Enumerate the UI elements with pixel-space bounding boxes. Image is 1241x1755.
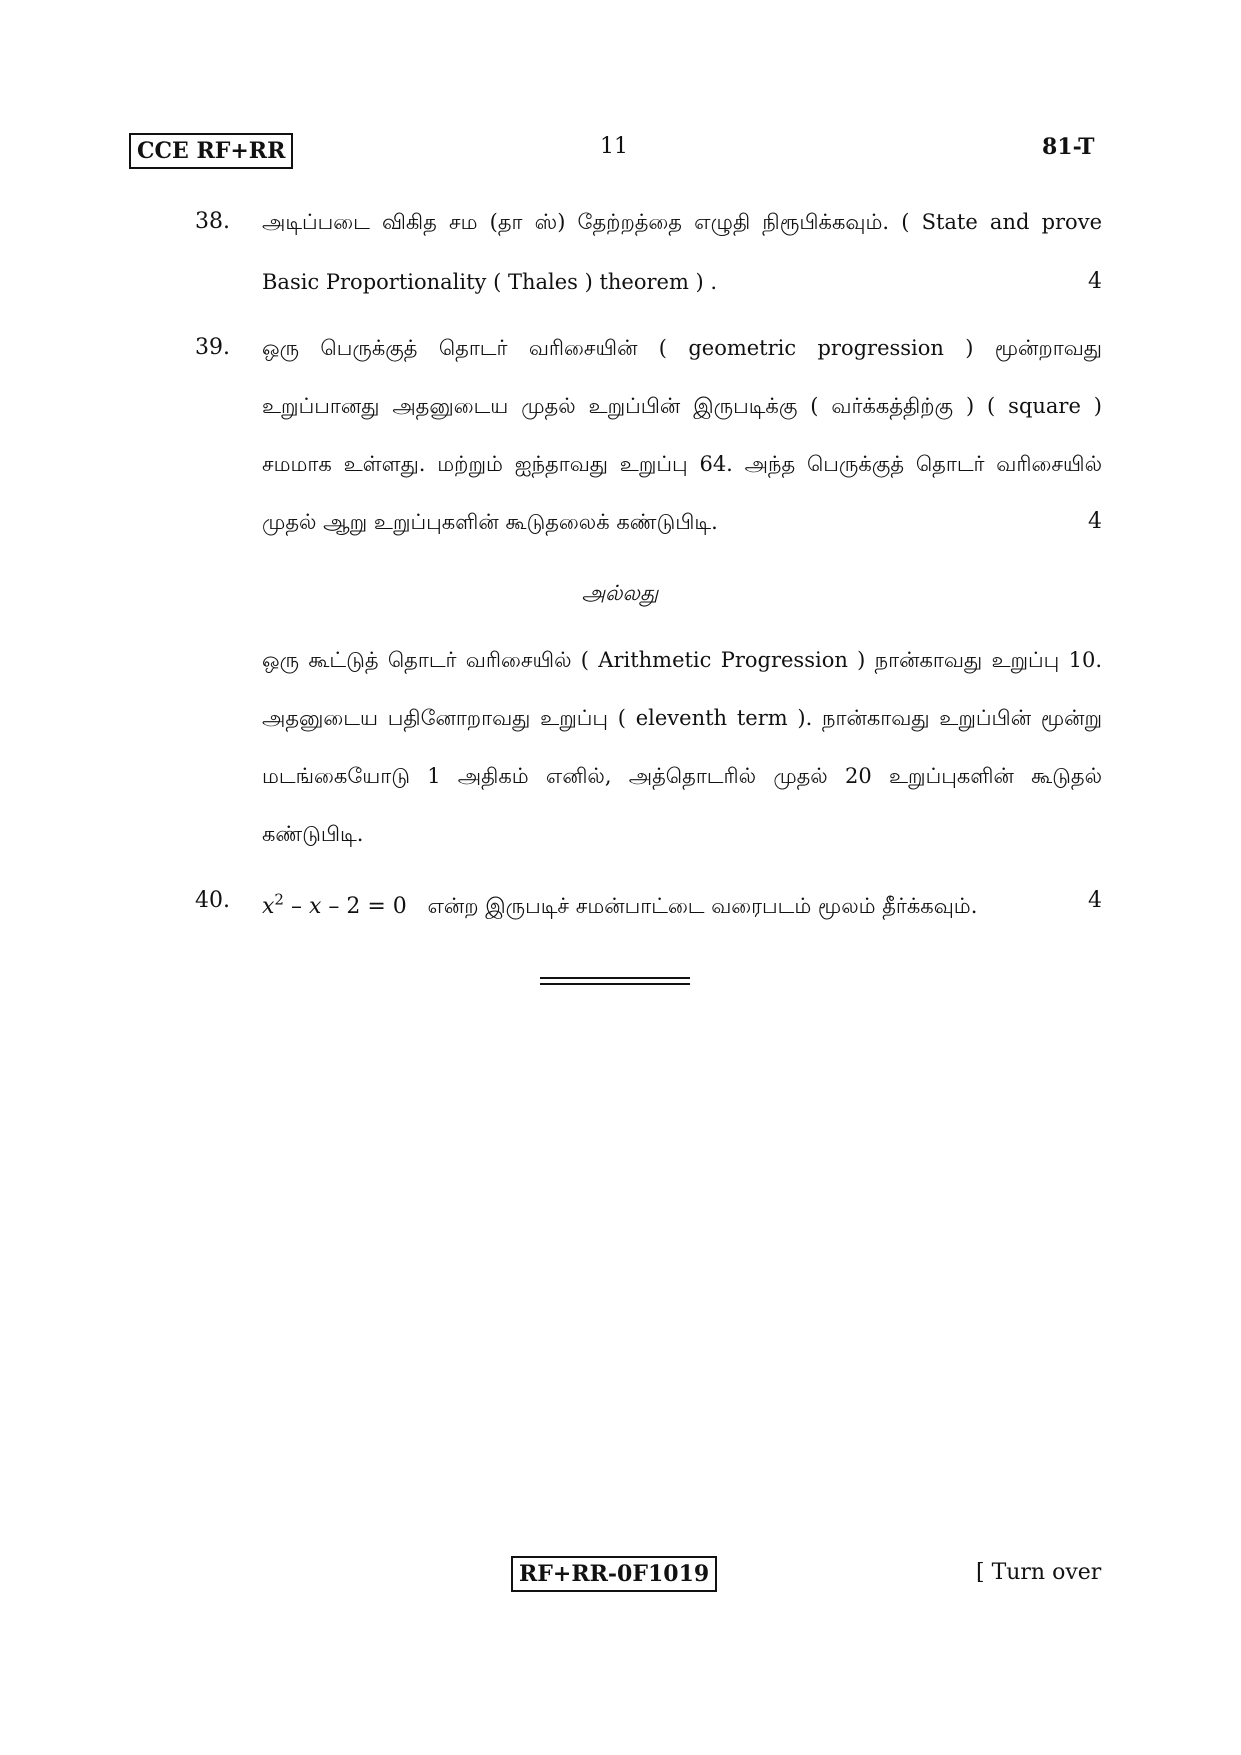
- question-39-line-2: உறுப்பானது அதனுடைய முதல் உறுப்பின் இருபடிக்கு ( வர்க்கத்திற்கு ) ( square ): [262, 394, 1102, 418]
- footer-code: RF+RR-0F1019: [511, 1556, 717, 1592]
- question-38-number: 38.: [195, 209, 230, 234]
- quadratic-equation: [262, 891, 407, 920]
- question-40-line: [262, 882, 1022, 925]
- question-39-alt-line-2: அதனுடைய பதினோறாவது உறுப்பு ( eleventh term ). நான்காவது உறுப்பின் மூன்று: [262, 706, 1102, 730]
- eq-minus: –: [283, 894, 309, 920]
- page-number: 11: [600, 134, 628, 159]
- question-39-marks: 4: [1088, 509, 1102, 534]
- question-38-line-1: அடிப்படை விகித சம (தா ஸ்) தேற்றத்தை எழுதி நிரூபிக்கவும். ( State and prove: [262, 210, 1102, 234]
- header-right-code: 81-T: [1042, 134, 1095, 160]
- question-39-alt-line-4: கண்டுபிடி.: [262, 822, 364, 846]
- end-rule-bottom: [540, 983, 690, 985]
- question-38-marks: 4: [1088, 269, 1102, 294]
- question-40-text: என்ற இருபடிச் சமன்பாட்டை வரைபடம் மூலம் தீர்க்கவும்.: [427, 894, 978, 919]
- question-39-line-3: சமமாக உள்ளது. மற்றும் ஐந்தாவது உறுப்பு 64. அந்த பெருக்குத் தொடர் வரிசையில்: [262, 452, 1102, 476]
- header-left-code: CCE RF+RR: [129, 133, 293, 169]
- turn-over: [ Turn over: [976, 1560, 1102, 1585]
- eq-x-linear: x: [308, 894, 322, 920]
- question-39-alt-line-3: மடங்கையோடு 1 அதிகம் எனில், அத்தொடரில் முதல் 20 உறுப்புகளின் கூடுதல்: [262, 764, 1102, 788]
- question-39-line-4: முதல் ஆறு உறுப்புகளின் கூடுதலைக் கண்டுபிடி.: [262, 510, 718, 534]
- or-separator: அல்லது: [581, 581, 659, 605]
- question-39-number: 39.: [195, 335, 230, 360]
- end-rule-top: [540, 977, 690, 979]
- question-40-marks: 4: [1088, 888, 1102, 913]
- question-38-line-2: Basic Proportionality ( Thales ) theorem ) .: [262, 270, 718, 294]
- question-40-number: 40.: [195, 888, 230, 913]
- eq-x: x: [262, 894, 275, 920]
- eq-exponent: 2: [274, 891, 284, 909]
- question-39-alt-line-1: ஒரு கூட்டுத் தொடர் வரிசையில் ( Arithmetic Progression ) நான்காவது உறுப்பு 10.: [262, 648, 1102, 672]
- eq-rest: – 2 = 0: [321, 894, 407, 920]
- question-39-line-1: ஒரு பெருக்குத் தொடர் வரிசையின் ( geometric progression ) மூன்றாவது: [262, 336, 1102, 360]
